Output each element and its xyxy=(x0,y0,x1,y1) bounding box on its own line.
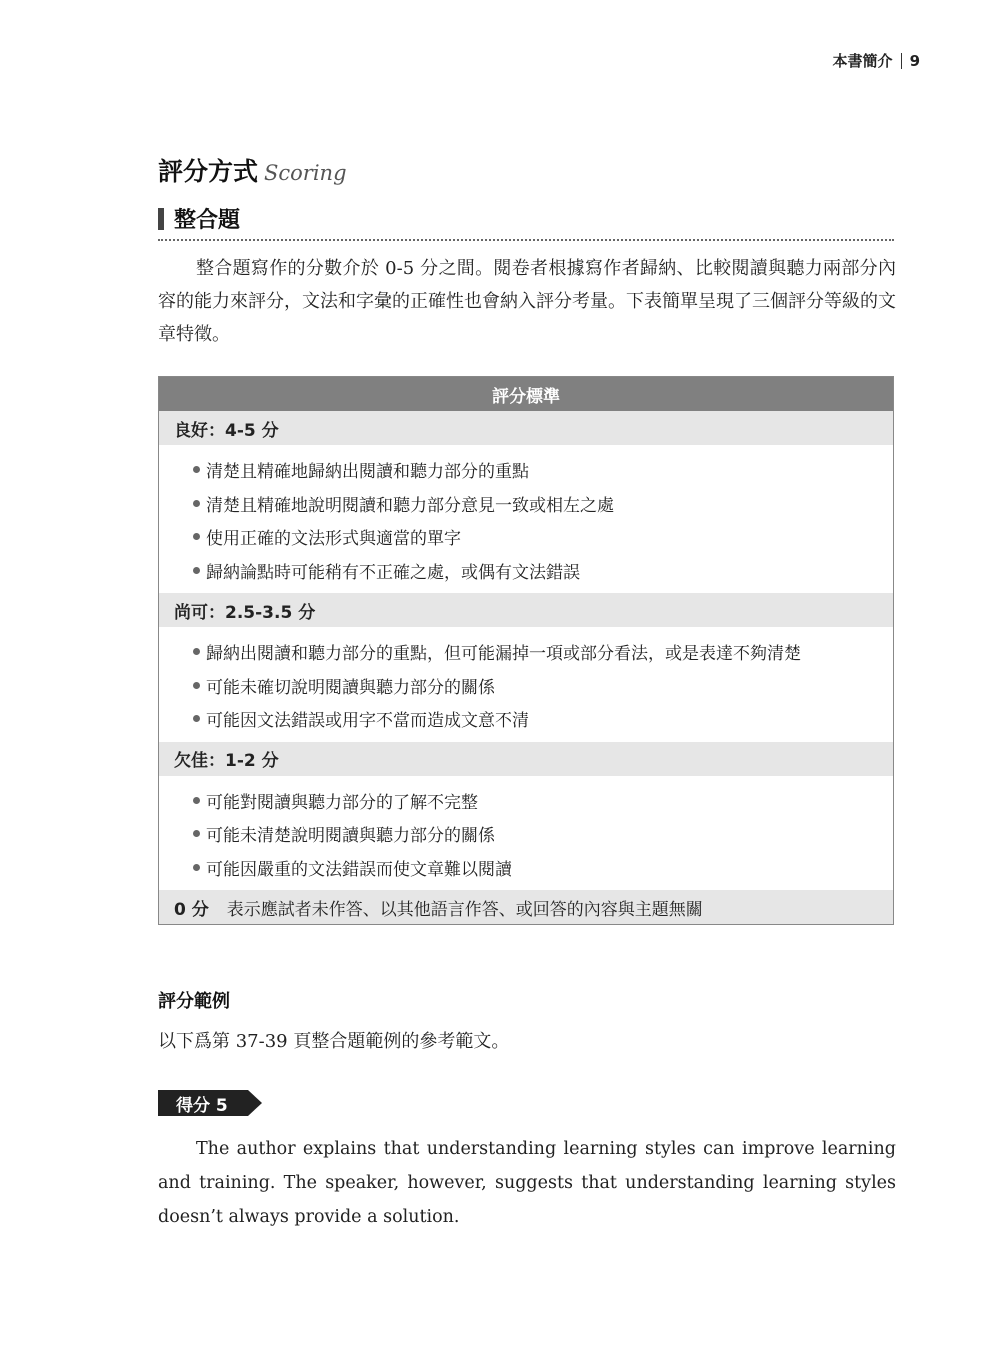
bullet-icon xyxy=(193,864,200,871)
grade-items-fair xyxy=(159,627,893,742)
bullet-icon xyxy=(193,567,200,574)
arrow-right-icon xyxy=(248,1090,262,1116)
list-item xyxy=(159,520,893,554)
running-header xyxy=(833,50,920,71)
list-item-text: 可能因嚴重的文法錯誤而使文章難以閱讀 xyxy=(206,859,512,880)
score-badge xyxy=(158,1090,262,1116)
score-label: 得分 5 xyxy=(158,1090,248,1116)
list-item xyxy=(159,554,893,588)
grade-items-good xyxy=(159,445,893,593)
grade-row-poor: 欠佳：1-2 分 xyxy=(159,742,893,776)
list-item xyxy=(159,669,893,703)
list-item xyxy=(159,635,893,669)
list-item-text: 清楚且精確地歸納出閱讀和聽力部分的重點 xyxy=(206,462,529,483)
page-title xyxy=(158,152,347,188)
list-item-text: 歸納出閱讀和聽力部分的重點，但可能漏掉一項或部分看法，或是表達不夠清楚 xyxy=(206,644,801,665)
zero-label: 0 分 xyxy=(174,899,209,920)
example-heading: 評分範例 xyxy=(158,991,230,1012)
dotted-divider xyxy=(158,239,894,241)
bullet-icon xyxy=(193,648,200,655)
list-item-text: 可能未確切說明閱讀與聽力部分的關係 xyxy=(206,677,495,698)
grade-row-good: 良好：4-5 分 xyxy=(159,411,893,445)
list-item-text: 可能未清楚說明閱讀與聽力部分的關係 xyxy=(206,826,495,847)
list-item-text: 使用正確的文法形式與適當的單字 xyxy=(206,529,461,550)
intro-paragraph: 整合題寫作的分數介於 0-5 分之間。閱卷者根據寫作者歸納、比較閱讀與聽力兩部分內容的能力來評分，文法和字彙的正確性也會納入評分考量。下表簡單呈現了三個評分等級的文章特徵。 xyxy=(158,258,896,345)
list-item-text: 歸納論點時可能稍有不正確之處，或偶有文法錯誤 xyxy=(206,562,580,583)
grade-row-zero xyxy=(159,890,893,924)
list-item-text: 可能對閱讀與聽力部分的了解不完整 xyxy=(206,792,478,813)
title-en: Scoring xyxy=(264,161,347,185)
example-essay: The author explains that understanding learning styles can improve learning and training. The speaker, however, suggests that understanding learning styles doesn’t always provide a solution. xyxy=(158,1139,896,1227)
heading-bar-icon xyxy=(158,208,164,230)
list-item xyxy=(159,817,893,851)
table-header: 評分標準 xyxy=(159,377,893,411)
title-zh: 評分方式 xyxy=(158,157,259,186)
bullet-icon xyxy=(193,715,200,722)
page-number: 9 xyxy=(909,51,920,70)
list-item xyxy=(159,784,893,818)
list-item xyxy=(159,453,893,487)
bullet-icon xyxy=(193,682,200,689)
list-item xyxy=(159,487,893,521)
list-item xyxy=(159,851,893,885)
grade-items-poor xyxy=(159,776,893,891)
grade-row-fair: 尚可：2.5-3.5 分 xyxy=(159,593,893,627)
bullet-icon xyxy=(193,500,200,507)
bullet-icon xyxy=(193,466,200,473)
list-item xyxy=(159,702,893,736)
bullet-icon xyxy=(193,797,200,804)
bullet-icon xyxy=(193,533,200,540)
example-intro: 以下爲第 37-39 頁整合題範例的參考範文。 xyxy=(158,1031,510,1052)
zero-description: 表示應試者未作答、以其他語言作答、或回答的內容與主題無關 xyxy=(226,899,703,920)
section-heading xyxy=(158,203,240,234)
section-name: 本書簡介 xyxy=(832,52,893,70)
header-divider xyxy=(901,53,902,69)
list-item-text: 清楚且精確地說明閱讀和聽力部分意見一致或相左之處 xyxy=(206,495,614,516)
bullet-icon xyxy=(193,830,200,837)
section-heading-text: 整合題 xyxy=(174,208,241,233)
list-item-text: 可能因文法錯誤或用字不當而造成文意不清 xyxy=(206,711,529,732)
scoring-criteria-table xyxy=(158,376,894,925)
